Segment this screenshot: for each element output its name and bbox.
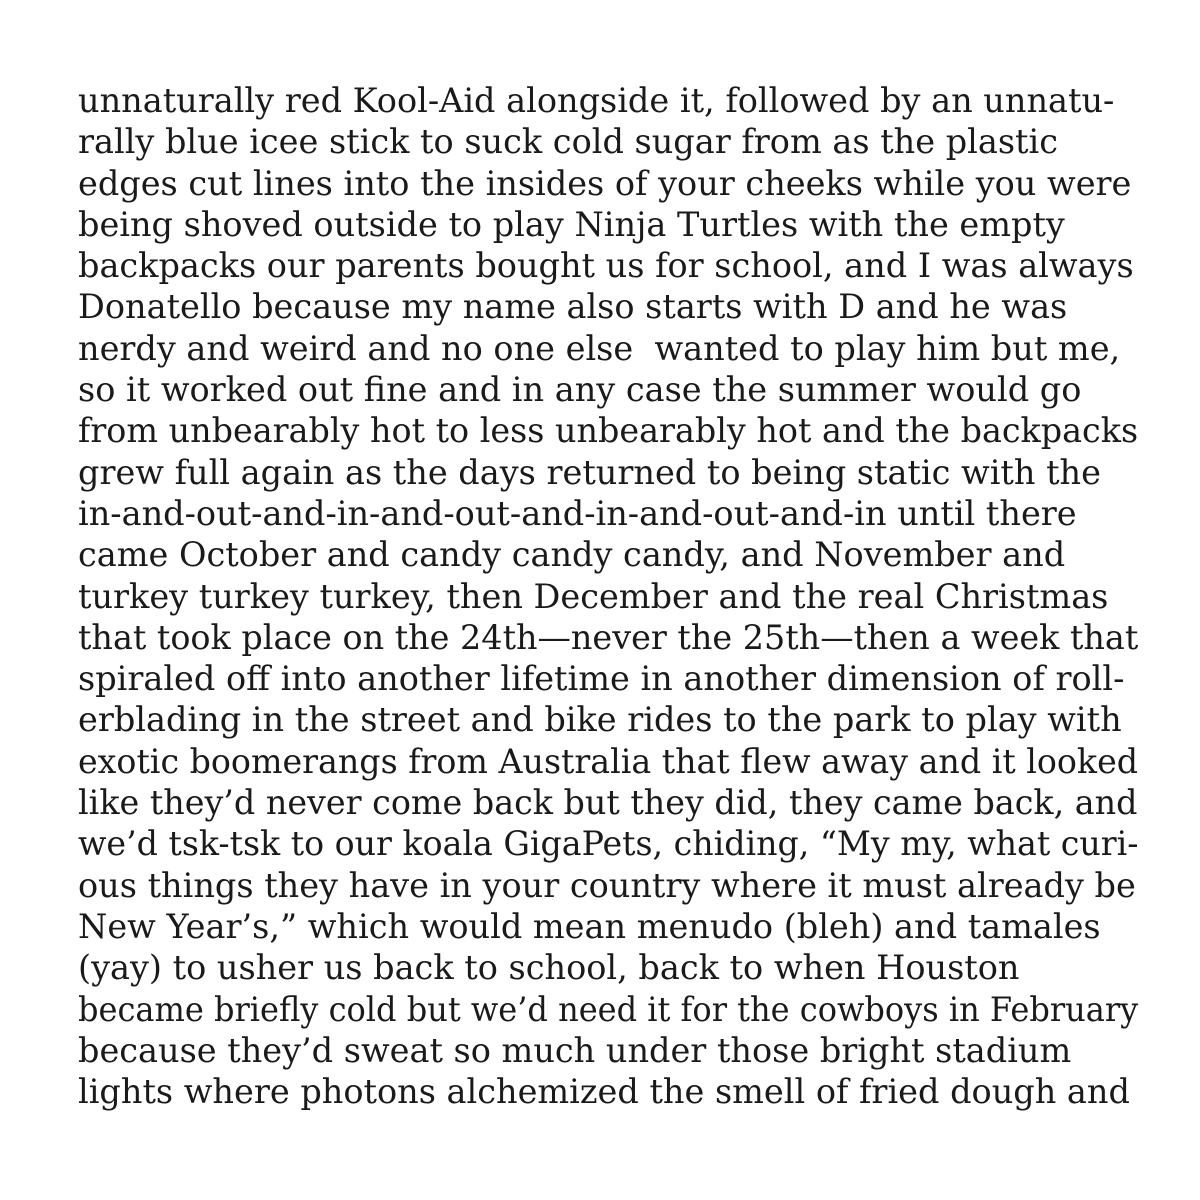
text-line: turkey turkey turkey, then December and the real Christmas — [78, 576, 1109, 616]
text-line: became briefly cold but we’d need it for the cowboys in February — [78, 989, 1139, 1029]
text-line: lights where photons alchemized the smell of fried dough and — [78, 1072, 1130, 1112]
text-line: ous things they have in your country where it must already be — [78, 865, 1136, 905]
text-line: came October and candy candy candy, and November and — [78, 535, 1066, 575]
text-line: rally blue icee stick to suck cold sugar from as the plastic — [78, 122, 1058, 162]
text-line: that took place on the 24th—never the 25th—then a week that — [78, 617, 1139, 657]
text-line: spiraled off into another lifetime in another dimension of roll- — [78, 659, 1125, 699]
text-line: like they’d never come back but they did, they came back, and — [78, 783, 1138, 823]
text-line: exotic boomerangs from Australia that flew away and it looked — [78, 741, 1139, 781]
text-line: (yay) to usher us back to school, back to when Houston — [78, 948, 1020, 988]
text-line: so it worked out fine and in any case the summer would go — [78, 370, 1082, 410]
text-line: erblading in the street and bike rides to the park to play with — [78, 700, 1122, 740]
text-line: from unbearably hot to less unbearably hot and the backpacks — [78, 411, 1139, 451]
text-line: because they’d sweat so much under those bright stadium — [78, 1030, 1072, 1070]
body-text — [78, 80, 1138, 1112]
text-line: grew full again as the days returned to being static with the — [78, 452, 1101, 492]
text-line: edges cut lines into the insides of your cheeks while you were — [78, 163, 1132, 203]
text-line: being shoved outside to play Ninja Turtles with the empty — [78, 204, 1065, 244]
text-line: nerdy and weird and no one else wanted to play him but me, — [78, 328, 1121, 368]
text-line: Donatello because my name also starts with D and he was — [78, 287, 1068, 327]
text-line: in-and-out-and-in-and-out-and-in-and-out-and-in until there — [78, 493, 1077, 533]
text-line: backpacks our parents bought us for school, and I was always — [78, 246, 1134, 286]
text-line: we’d tsk-tsk to our koala GigaPets, chiding, “My my, what curi- — [78, 824, 1139, 864]
text-line: unnaturally red Kool-Aid alongside it, followed by an unnatu- — [78, 81, 1115, 120]
text-line: New Year’s,” which would mean menudo (bleh) and tamales — [78, 906, 1101, 946]
